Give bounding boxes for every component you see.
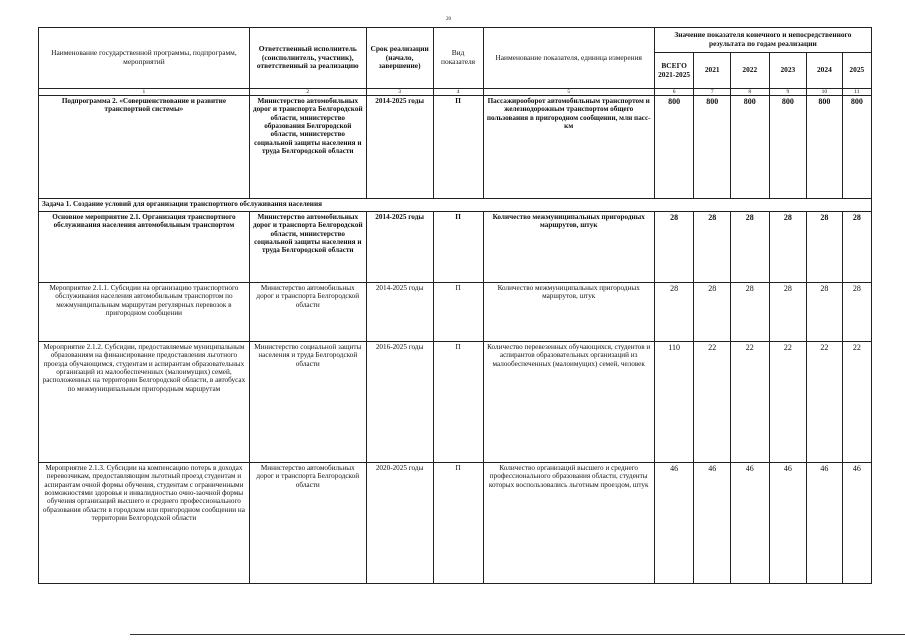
row-responsible: Министерство социальной защиты населения и труда Белгородской области [249,342,366,463]
column-number: 7 [694,89,731,96]
row-value-2022: 28 [730,283,769,342]
row-kind: П [433,212,483,283]
row-responsible: Министерство автомобильных дорог и транспорта Белгородской области [249,283,366,342]
row-value-2023: 800 [769,96,807,199]
header-period: Срок реализации (начало, завершение) [366,28,433,89]
row-name: Мероприятие 2.1.1. Субсидии на организацию транспортного обслуживания населения автомобильным транспортом по межмуниципальным маршрутам регулярных перевозок в пригородном сообщении [39,283,250,342]
row-value-2024: 22 [807,342,842,463]
row-value-total: 800 [654,96,694,199]
row-indicator: Количество организаций высшего и среднего профессионального образования области, студенты которых воспользовались льготным проездом, штук [483,463,654,584]
row-value-2023: 28 [769,283,807,342]
header-program-name: Наименование государственной программы, подпрограмм, мероприятий [39,28,250,89]
table-row-activity-2-1-2 [39,342,872,463]
row-value-2024: 28 [807,212,842,283]
row-indicator: Пассажирооборот автомобильным транспортом и железнодорожным транспортом общего пользования в пригородном сообщении, млн пасс-км [483,96,654,199]
column-number: 8 [730,89,769,96]
row-name: Подпрограмма 2. «Совершенствование и развитие транспортной системы» [39,96,250,199]
row-value-2021: 46 [694,463,731,584]
row-value-2025: 28 [842,212,871,283]
row-value-2025: 22 [842,342,871,463]
row-responsible: Министерство автомобильных дорог и транспорта Белгородской области, министерство образования Белгородской области, министерство социальной защиты населения и труда Белгородской области [249,96,366,199]
table-row-subprogram-2 [39,96,872,199]
header-indicator-name: Наименование показателя, единица измерения [483,28,654,89]
row-period: 2020-2025 годы [366,463,433,584]
header-year-2025: 2025 [842,53,871,89]
row-value-2021: 800 [694,96,731,199]
row-name: Мероприятие 2.1.2. Субсидии, предоставляемые муниципальным образованиям на финансирование предоставления льготного проезда обучающимся, студентам и аспирантам образовательных организаций из малообеспеченных (малоимущих) семей, расположенных на территории Белгородской области, в автобусах по межмуниципальным пригородным маршрутам [39,342,250,463]
page-number: 20 [446,17,451,22]
row-value-2021: 22 [694,342,731,463]
row-value-2022: 22 [730,342,769,463]
row-value-2025: 28 [842,283,871,342]
header-values-group: Значение показателя конечного и непосредственного результата по годам реализации [654,28,871,53]
row-value-total: 28 [654,212,694,283]
row-value-total: 28 [654,283,694,342]
row-value-2024: 800 [807,96,842,199]
row-name: Мероприятие 2.1.3. Субсидии на компенсацию потерь в доходах перевозчикам, предоставляющим льготный проезд студентам и аспирантам очной формы обучения, студентам с ограниченными возможностями здоровья и инвалидностью очно-заочной формы обучения организаций высшего и среднего профессионального образования области в городском или пригородном сообщении на территории Белгородской области [39,463,250,584]
header-row-1 [39,28,872,53]
program-table [38,27,872,584]
header-year-2023: 2023 [769,53,807,89]
row-value-2021: 28 [694,212,731,283]
row-kind: П [433,463,483,584]
row-value-2022: 28 [730,212,769,283]
row-value-2023: 46 [769,463,807,584]
row-period: 2016-2025 годы [366,342,433,463]
row-value-total: 110 [654,342,694,463]
header-year-2022: 2022 [730,53,769,89]
row-value-2024: 46 [807,463,842,584]
column-number: 6 [654,89,694,96]
column-number: 4 [433,89,483,96]
header-responsible: Ответственный исполнитель (соисполнитель, участник), ответственный за реализацию [249,28,366,89]
column-number: 11 [842,89,871,96]
header-year-2024: 2024 [807,53,842,89]
row-kind: П [433,96,483,199]
row-responsible: Министерство автомобильных дорог и транспорта Белгородской области, министерство социальной защиты населения и труда Белгородской области [249,212,366,283]
row-period: 2014-2025 годы [366,212,433,283]
header-indicator-kind: Вид показателя [433,28,483,89]
row-kind: П [433,342,483,463]
row-indicator: Количество межмуниципальных пригородных маршрутов, штук [483,283,654,342]
row-value-total: 46 [654,463,694,584]
row-period: 2014-2025 годы [366,283,433,342]
column-number: 10 [807,89,842,96]
row-value-2024: 28 [807,283,842,342]
column-number-row [39,89,872,96]
program-table-container [38,27,872,584]
table-row-main-activity-2-1 [39,212,872,283]
row-period: 2014-2025 годы [366,96,433,199]
table-row-activity-2-1-1 [39,283,872,342]
row-value-2023: 22 [769,342,807,463]
row-responsible: Министерство автомобильных дорог и транспорта Белгородской области [249,463,366,584]
column-number: 2 [249,89,366,96]
row-indicator: Количество межмуниципальных пригородных маршрутов, штук [483,212,654,283]
row-value-2023: 28 [769,212,807,283]
row-value-2025: 800 [842,96,871,199]
row-kind: П [433,283,483,342]
column-number: 5 [483,89,654,96]
table-row-activity-2-1-3 [39,463,872,584]
column-number: 9 [769,89,807,96]
row-value-2025: 46 [842,463,871,584]
row-value-2022: 800 [730,96,769,199]
column-number: 3 [366,89,433,96]
header-year-total: ВСЕГО 2021-2025 [654,53,694,89]
row-value-2022: 46 [730,463,769,584]
bottom-divider [130,634,905,635]
row-value-2021: 28 [694,283,731,342]
row-name: Основное мероприятие 2.1. Организация транспортного обслуживания населения автомобильным транспортом [39,212,250,283]
task-title: Задача 1. Создание условий для организации транспортного обслуживания населения [39,199,872,212]
row-indicator: Количество перевезенных обучающихся, студентов и аспирантов образовательных организаций из малообеспеченных (малоимущих) семей, человек [483,342,654,463]
header-year-2021: 2021 [694,53,731,89]
table-row-task-1 [39,199,872,212]
column-number: 1 [39,89,250,96]
